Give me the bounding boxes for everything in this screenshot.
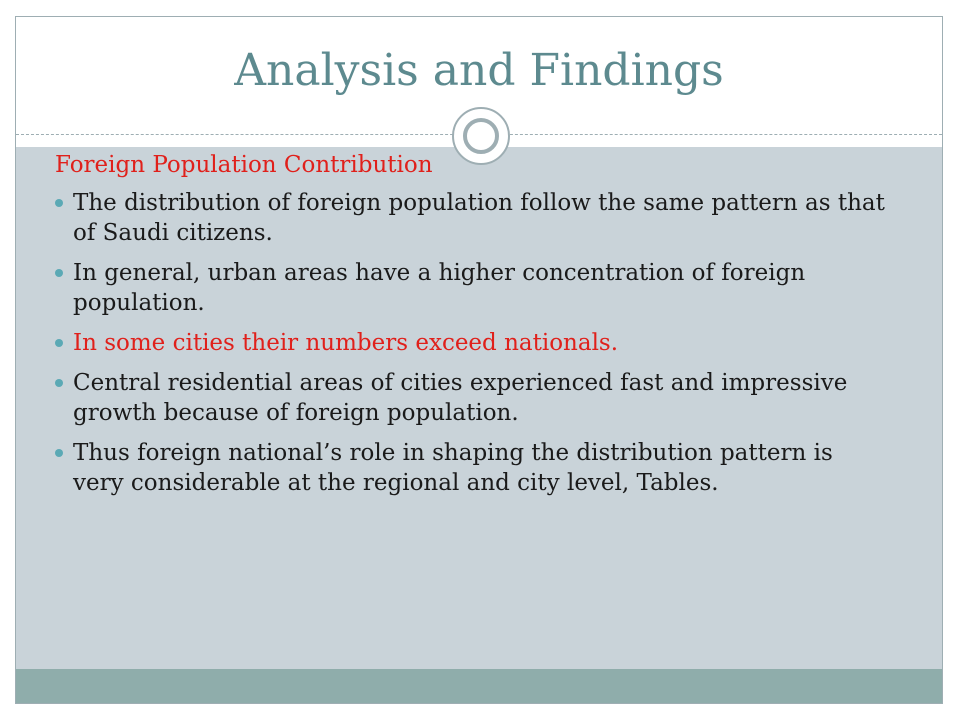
slide-content xyxy=(55,150,885,508)
bullet-text: Thus foreign national’s role in shaping the distribution pattern is very considerable at the regional and city level, Tables. xyxy=(73,440,833,496)
bullet-dot-icon xyxy=(55,269,63,277)
bullet-item xyxy=(55,438,885,498)
inner-ring xyxy=(463,118,499,154)
bullet-dot-icon xyxy=(55,199,63,207)
bullet-item xyxy=(55,188,885,248)
bullet-list xyxy=(55,188,885,498)
slide-title: Analysis and Findings xyxy=(234,45,724,96)
bullet-dot-icon xyxy=(55,379,63,387)
subheading: Foreign Population Contribution xyxy=(55,152,433,178)
bullet-dot-icon xyxy=(55,339,63,347)
bullet-text: Central residential areas of cities experienced fast and impressive growth because of foreign population. xyxy=(73,370,848,426)
bullet-item-highlighted xyxy=(55,328,885,358)
bullet-text: The distribution of foreign population follow the same pattern as that of Saudi citizens. xyxy=(73,190,885,246)
bullet-text: In general, urban areas have a higher concentration of foreign population. xyxy=(73,260,806,316)
footer-band xyxy=(16,669,942,703)
bullet-text: In some cities their numbers exceed nationals. xyxy=(73,330,619,356)
bullet-item xyxy=(55,368,885,428)
bullet-item xyxy=(55,258,885,318)
bullet-dot-icon xyxy=(55,449,63,457)
